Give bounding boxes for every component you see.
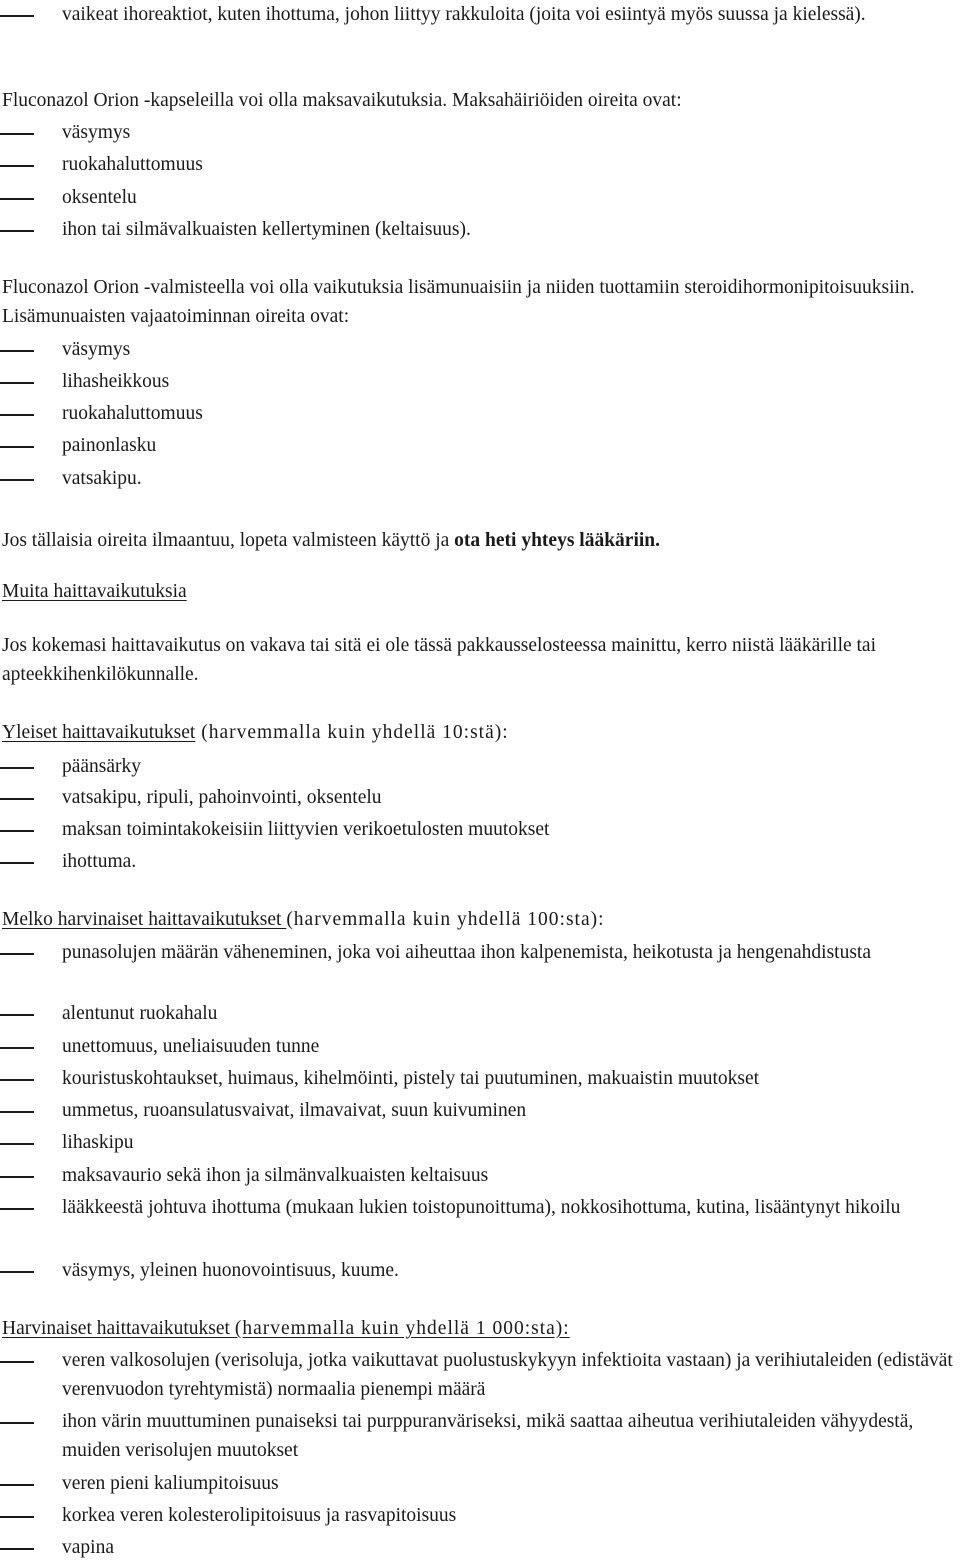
bullet-text: ihon värin muuttuminen punaiseksi tai purppuranväriseksi, mikä saattaa aiheutua verihiutaleiden vähyydestä, muiden verisolujen muutokset: [62, 1411, 914, 1461]
uncommon-title: Melko harvinaiset haittavaikutukset: [2, 909, 287, 930]
bullet-text: painonlasku: [62, 435, 157, 456]
bullet-text: korkea veren kolesterolipitoisuus ja rasvapitoisuus: [62, 1505, 457, 1526]
dash-marker: [0, 1208, 34, 1210]
bullet-text: lihasheikkous: [62, 371, 170, 392]
bullet-text: alentunut ruokahalu: [62, 1003, 218, 1024]
dash-marker: [0, 414, 34, 416]
dash-marker: [0, 953, 34, 955]
dash-marker: [0, 1143, 34, 1145]
bullet-text: veren valkosolujen (verisoluja, jotka vaikuttavat puolustuskykyyn infektioita vastaan) ja verihiutaleiden (edistävät verenvuodon tyrehtymistä) normaalia pienempi määrä: [62, 1350, 953, 1400]
bullet-text: ruokahaluttomuus: [62, 154, 203, 175]
dash-marker: [0, 382, 34, 384]
bullet-text: unettomuus, uneliaisuuden tunne: [62, 1036, 320, 1057]
bullet-text: ruokahaluttomuus: [62, 403, 203, 424]
bullet-text: vapina: [62, 1537, 114, 1558]
bullet-text: vaikeat ihoreaktiot, kuten ihottuma, johon liittyy rakkuloita (joita voi esiintyä myös suussa ja kielessä).: [62, 4, 866, 25]
dash-marker: [0, 1047, 34, 1049]
dash-marker: [0, 1548, 34, 1550]
bullet-text: väsymys: [62, 122, 131, 143]
dash-marker: [0, 350, 34, 352]
bullet-text: lääkkeestä johtuva ihottuma (mukaan lukien toistopunoittuma), nokkosihottuma, kutina, lisääntynyt hikoilu: [62, 1197, 901, 1218]
dash-marker: [0, 165, 34, 167]
dash-marker: [0, 1516, 34, 1518]
dash-marker: [0, 1422, 34, 1424]
dash-marker: [0, 767, 34, 769]
common-frequency: (harvemmalla kuin yhdellä 10:stä):: [195, 722, 509, 743]
bullet-text: päänsärky: [62, 756, 142, 777]
dash-marker: [0, 1361, 34, 1363]
warning-paragraph: [2, 526, 957, 555]
bullet-text: punasolujen määrän väheneminen, joka voi aiheuttaa ihon kalpenemista, heikotusta ja hengenahdistusta: [62, 942, 872, 963]
bullet-text: veren pieni kaliumpitoisuus: [62, 1473, 279, 1494]
bullet-text: vatsakipu.: [62, 468, 142, 489]
dash-marker: [0, 830, 34, 832]
adrenal-paragraph: Fluconazol Orion -valmisteella voi olla vaikutuksia lisämunuaisiin ja niiden tuottamiin steroidihormonipitoisuuksiin. Lisämunuaisten vajaatoiminnan oireita ovat:: [2, 277, 915, 327]
dash-marker: [0, 15, 34, 17]
dash-marker: [0, 1079, 34, 1081]
dash-marker: [0, 798, 34, 800]
dash-marker: [0, 133, 34, 135]
uncommon-heading: [2, 905, 957, 934]
uncommon-frequency: (harvemmalla kuin yhdellä 100:sta):: [286, 909, 605, 930]
dash-marker: [0, 1176, 34, 1178]
bullet-text: maksan toimintakokeisiin liittyvien verikoetulosten muutokset: [62, 819, 550, 840]
rare-title: Harvinaiset haittavaikutukset: [2, 1318, 235, 1339]
dash-marker: [0, 479, 34, 481]
bullet-text: ummetus, ruoansulatusvaivat, ilmavaivat, suun kuivuminen: [62, 1100, 527, 1121]
common-title: Yleiset haittavaikutukset: [2, 722, 196, 743]
other-paragraph: Jos kokemasi haittavaikutus on vakava tai sitä ei ole tässä pakkausselosteessa mainittu, kerro niistä lääkärille tai apteekkihenkilökunnalle.: [2, 635, 877, 685]
dash-marker: [0, 198, 34, 200]
liver-paragraph: Fluconazol Orion -kapseleilla voi olla maksavaikutuksia. Maksahäiriöiden oireita ovat:: [2, 90, 682, 111]
bullet-text: ihottuma.: [62, 851, 137, 872]
bullet-text: väsymys: [62, 339, 131, 360]
warning-lead: Jos tällaisia oireita ilmaantuu, lopeta valmisteen käyttö ja: [2, 530, 455, 551]
rare-heading: [2, 1314, 957, 1343]
dash-marker: [0, 230, 34, 232]
dash-marker: [0, 1484, 34, 1486]
common-heading: [2, 718, 957, 747]
dash-marker: [0, 446, 34, 448]
dash-marker: [0, 1111, 34, 1113]
dash-marker: [0, 1271, 34, 1273]
bullet-text: kouristuskohtaukset, huimaus, kihelmöinti, pistely tai puutuminen, makuaistin muutokset: [62, 1068, 760, 1089]
bullet-text: vatsakipu, ripuli, pahoinvointi, oksentelu: [62, 787, 382, 808]
bullet-text: lihaskipu: [62, 1132, 134, 1153]
rare-frequency: (harvemmalla kuin yhdellä 1 000:sta):: [234, 1318, 570, 1339]
bullet-text: oksentelu: [62, 187, 137, 208]
bullet-text: maksavaurio sekä ihon ja silmänvalkuaisten keltaisuus: [62, 1165, 489, 1186]
dash-marker: [0, 862, 34, 864]
other-heading: Muita haittavaikutuksia: [2, 581, 187, 602]
bullet-text: ihon tai silmävalkuaisten kellertyminen (keltaisuus).: [62, 219, 471, 240]
warning-emphasis: ota heti yhteys lääkäriin.: [454, 530, 661, 551]
bullet-text: väsymys, yleinen huonovointisuus, kuume.: [62, 1260, 399, 1281]
dash-marker: [0, 1014, 34, 1016]
